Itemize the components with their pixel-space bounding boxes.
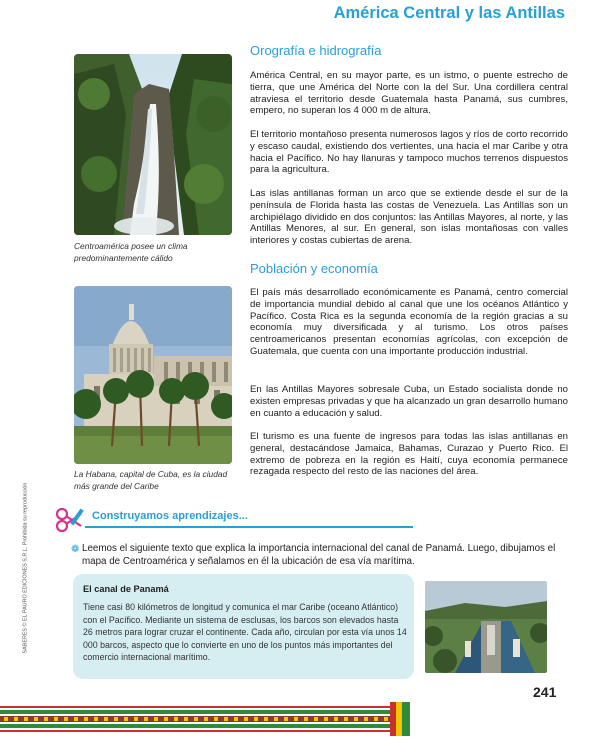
paragraph: El turismo es una fuente de ingresos para todas las islas antillanas en general, destacándose Jamaica, Bahamas, Curazao y Puerto Rico. El extremo de pobreza en la región es Haití, cuya economía permanece rezagada respecto del resto de las naciones del área. [250,431,568,478]
activity-underline [85,526,413,528]
paragraph: Las islas antillanas forman un arco que se extiende desde el sur de la península de Florida hasta las costas de Venezuela. Las Antillas son un archipiélago dividido en dos conjuntos: las Antillas Mayores, al norte, y las Antillas Menores, al sur. En general, son islas montañosas con valles interiores y costas cubiertas de arena. [250,188,568,246]
panama-canal-photo [425,581,547,673]
footer-band [0,700,593,738]
section-title-poblacion: Población y economía [250,261,378,276]
copyright-side-text: SABERES © EL PAURO EDICIONES S.R.L. Prohibida su reproducción [22,482,29,654]
paragraph: América Central, en su mayor parte, es un istmo, o puente estrecho de tierra, que une América del Norte con la del Sur. Una cordillera central atraviesa el territorio desde Guatemala hasta Panamá, sus cumbres, empero, no superan los 4 000 m de altura. [250,70,568,117]
capitol-caption: La Habana, capital de Cuba, es la ciudad más grande del Caribe [74,469,228,491]
activity-instruction: Leemos el siguiente texto que explica la importancia internacional del canal de Panamá. Luego, dibujamos el mapa de Centroamérica y señalamos en él la ubicación de esa vía marítima. [82,543,556,567]
waterfall-photo [74,54,232,235]
chapter-title: América Central y las Antillas [333,4,565,22]
activity-header [55,506,415,530]
scissors-pencil-icon [55,506,87,534]
reading-box-title: El canal de Panamá [83,584,169,594]
capitol-photo [74,286,232,464]
section-title-orografia: Orografía e hidrografía [250,43,382,58]
page-number: 241 [533,684,557,700]
paragraph: El país más desarrollado económicamente es Panamá, centro comercial de importancia mundial debido al canal que une los océanos Atlántico y Pacífico. Costa Rica es la segunda economía de la región gracias a su economía muy diversificada y al turismo. Los otros países centroamericanos presentan economías agrícolas, con excepción de Guatemala, que cuenta con una importante producción industrial. [250,287,568,357]
gear-bullet-icon: ❁ [71,544,80,555]
waterfall-caption: Centroamérica posee un clima predominantemente cálido [74,241,188,263]
paragraph: El territorio montañoso presenta numerosos lagos y ríos de corto recorrido y escaso caudal, existiendo dos vertientes, una hacia el mar Caribe y otra hacia el Pacífico. No hay llanuras y tampoco muchos terrenos dispuestos para la agricultura. [250,129,568,176]
paragraph: En las Antillas Mayores sobresale Cuba, un Estado socialista donde no existen empresas privadas y que ha alcanzado un gran desarrollo humano en cuanto a educación y salud. [250,384,568,419]
reading-box-body: Tiene casi 80 kilómetros de longitud y comunica el mar Caribe (oceano Atlántico) con el Pacífico. Mediante un sistema de esclusas, los barcos son elevados hasta 26 metros para lograr cruzar el continente. Cada año, circulan por esta vía unos 14 000 barcos, aspecto que lo convierte en uno de los puntos más importantes del comercio internacional marítimo. [83,602,407,662]
activity-label: Construyamos aprendizajes... [92,510,248,522]
